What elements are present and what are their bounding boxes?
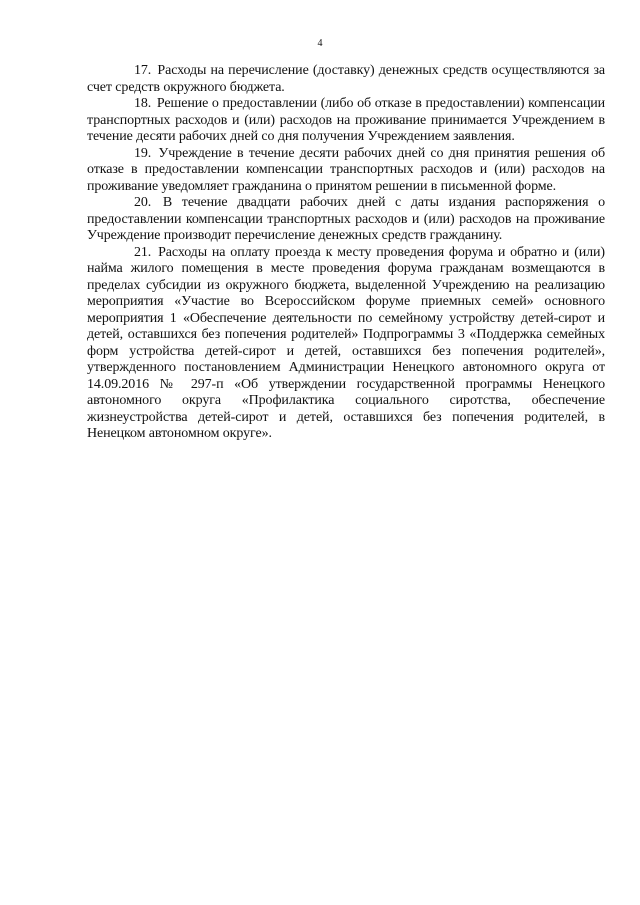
paragraph-21 (87, 245, 605, 443)
paragraph-number: 21. (134, 244, 152, 260)
paragraph-text: Расходы на оплату проезда к месту проведения форума и обратно и (или) найма жилого помещения в месте проведения форума гражданам возмещаются в пределах субсидии из окружного бюджета, выделенной Учреждению на реализацию мероприятия «Участие во Всероссийском форуме приемных семей» основного мероприятия 1 «Обеспечение деятельности по семейному устройству детей-сирот и детей, оставшихся без попечения родителей» Подпрограммы 3 «Поддержка семейных форм устройства детей-сирот и детей, оставшихся без попечения родителей», утвержденного постановлением Администрации Ненецкого автономного округа от 14.09.2016 № 297-п «Об утверждении государственной программы Ненецкого автономного округа «Профилактика социального сиротства, обеспечение жизнеустройства детей-сирот и детей, оставшихся без попечения родителей, в Ненецком автономном округе». (87, 244, 605, 441)
paragraph-text: В течение двадцати рабочих дней с даты издания распоряжения о предоставлении компенсации транспортных расходов и (или) расходов на проживание Учреждение производит перечисление денежных средств гражданину. (87, 195, 605, 243)
paragraph-number: 20. (134, 195, 152, 210)
paragraph-text: Расходы на перечисление (доставку) денежных средств осуществляются за счет средств окружного бюджета. (87, 63, 605, 95)
document-body (87, 63, 605, 443)
paragraph-19 (87, 146, 605, 196)
paragraph-18 (87, 96, 605, 146)
paragraph-text: Учреждение в течение десяти рабочих дней со дня принятия решения об отказе в предоставлении компенсации транспортных расходов и (или) расходов на проживание уведомляет гражданина о принятом решении в письменной форме. (87, 145, 605, 194)
paragraph-number: 18. (134, 96, 152, 111)
paragraph-text: Решение о предоставлении (либо об отказе в предоставлении) компенсации транспортных расходов и (или) расходов на проживание принимается Учреждением в течение десяти рабочих дней со дня получения Учреждением заявления. (87, 96, 605, 144)
paragraph-20 (87, 195, 605, 245)
paragraph-number: 17. (134, 63, 152, 78)
paragraph-17 (87, 63, 605, 96)
paragraph-number: 19. (134, 145, 152, 161)
page-number: 4 (317, 38, 323, 49)
